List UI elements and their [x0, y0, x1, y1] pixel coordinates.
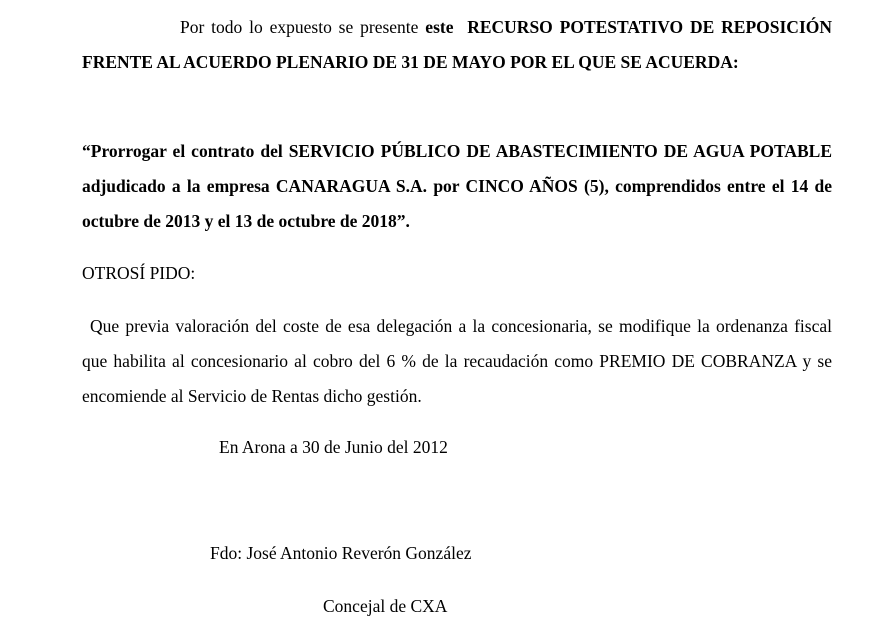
signatory-role: Concejal de CXA [323, 596, 448, 616]
request-paragraph [82, 309, 832, 414]
intro-bold-heading: RECURSO POTESTATIVO DE REPOSICIÓN FRENTE AL ACUERDO PLENARIO DE 31 DE MAYO POR EL QUE SE ACUERDA: [82, 17, 833, 72]
request-text: Que previa valoración del coste de esa delegación a la concesionaria, se modifique la ordenanza fiscal que habilita al concesionario al cobro del 6 % de la recaudación como PREMIO DE COBRANZA y se encomiende al Servicio de Rentas dicho gestión. [82, 316, 832, 406]
intro-paragraph [82, 10, 832, 80]
intro-plain-text: Por todo lo expuesto se presente [180, 17, 426, 37]
intro-bold-este: este [425, 17, 454, 37]
signature-line: Fdo: José Antonio Reverón González [210, 543, 472, 563]
quoted-agreement: “Prorrogar el contrato del SERVICIO PÚBLICO DE ABASTECIMIENTO DE AGUA POTABLE adjudicado a la empresa CANARAGUA S.A. por CINCO AÑOS (5), comprendidos entre el 14 de octubre de 2013 y el 13 de octubre de 2018”. [82, 141, 832, 231]
place-date: En Arona a 30 de Junio del 2012 [219, 437, 448, 457]
otrosi-heading: OTROSÍ PIDO: [82, 263, 196, 283]
